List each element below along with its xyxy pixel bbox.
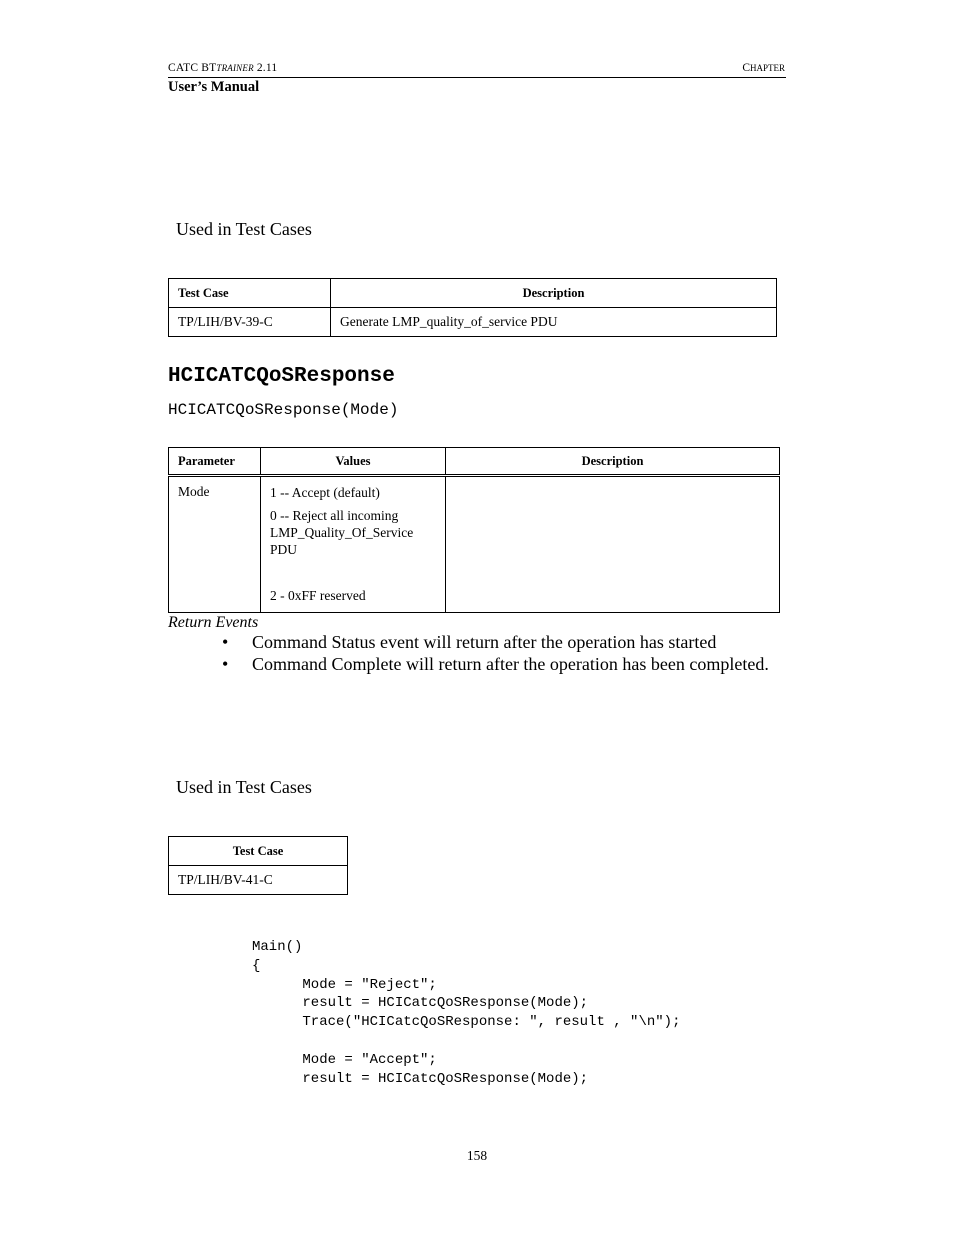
test-case-table-1 — [168, 278, 777, 337]
cell-parameter: Mode — [169, 476, 261, 613]
used-in-test-cases-label: Used in Test Cases — [176, 777, 312, 797]
test-case-table-2 — [168, 836, 348, 895]
table-header-row — [169, 837, 348, 866]
cell-test-case: TP/LIH/BV-39-C — [169, 308, 331, 337]
section-title: HCICATCQoSResponse — [168, 365, 395, 388]
return-events-label: Return Events — [168, 614, 259, 631]
cell-description: Generate LMP_quality_of_service PDU — [331, 308, 777, 337]
bullet-icon: • — [222, 654, 229, 674]
page-number: 158 — [466, 1148, 488, 1163]
code-example — [252, 938, 680, 1088]
value-line: 2 - 0xFF reserved — [270, 588, 366, 603]
cell-test-case: TP/LIH/BV-41-C — [169, 866, 348, 895]
used-in-test-cases-label: Used in Test Cases — [176, 219, 312, 239]
table-row — [169, 308, 777, 337]
col-header-description: Description — [331, 279, 777, 308]
code-line: result = HCICatcQoSResponse(Mode); — [252, 995, 589, 1012]
col-header-description: Description — [446, 448, 780, 476]
col-header-parameter: Parameter — [169, 448, 261, 476]
code-line: Mode = "Reject"; — [252, 976, 437, 993]
running-header-manual: User’s Manual — [168, 79, 260, 95]
code-line: { — [252, 957, 261, 974]
col-header-values: Values — [261, 448, 446, 476]
parameter-table — [168, 447, 780, 613]
running-header-chapter: CHAPTER — [742, 62, 785, 74]
bullet-icon: • — [222, 632, 229, 652]
table-header-row — [169, 448, 780, 476]
value-line: 0 -- Reject all incoming LMP_Quality_Of_Service PDU — [270, 508, 414, 557]
code-line: Trace("HCICatcQoSResponse: ", result , "\n"); — [252, 1014, 681, 1031]
value-line: 1 -- Accept (default) — [270, 485, 380, 500]
cell-values — [261, 476, 446, 613]
function-signature: HCICATCQoSResponse(Mode) — [168, 401, 399, 419]
code-line: Mode = "Accept"; — [252, 1051, 437, 1068]
list-item: • Command Status event will return after the operation has started — [222, 632, 717, 652]
table-row — [169, 866, 348, 895]
return-events-list — [222, 631, 769, 675]
code-line: result = HCICatcQoSResponse(Mode); — [252, 1070, 589, 1087]
code-line: Main() — [252, 939, 303, 955]
header-rule — [168, 77, 786, 78]
col-header-test-case: Test Case — [169, 837, 348, 866]
table-header-row — [169, 279, 777, 308]
running-header-product: CATC BTTRAINER 2.11 — [168, 62, 278, 74]
table-row — [169, 476, 780, 613]
col-header-test-case: Test Case — [169, 279, 331, 308]
list-item: • Command Complete will return after the operation has been completed. — [222, 654, 769, 674]
cell-description — [446, 476, 780, 613]
